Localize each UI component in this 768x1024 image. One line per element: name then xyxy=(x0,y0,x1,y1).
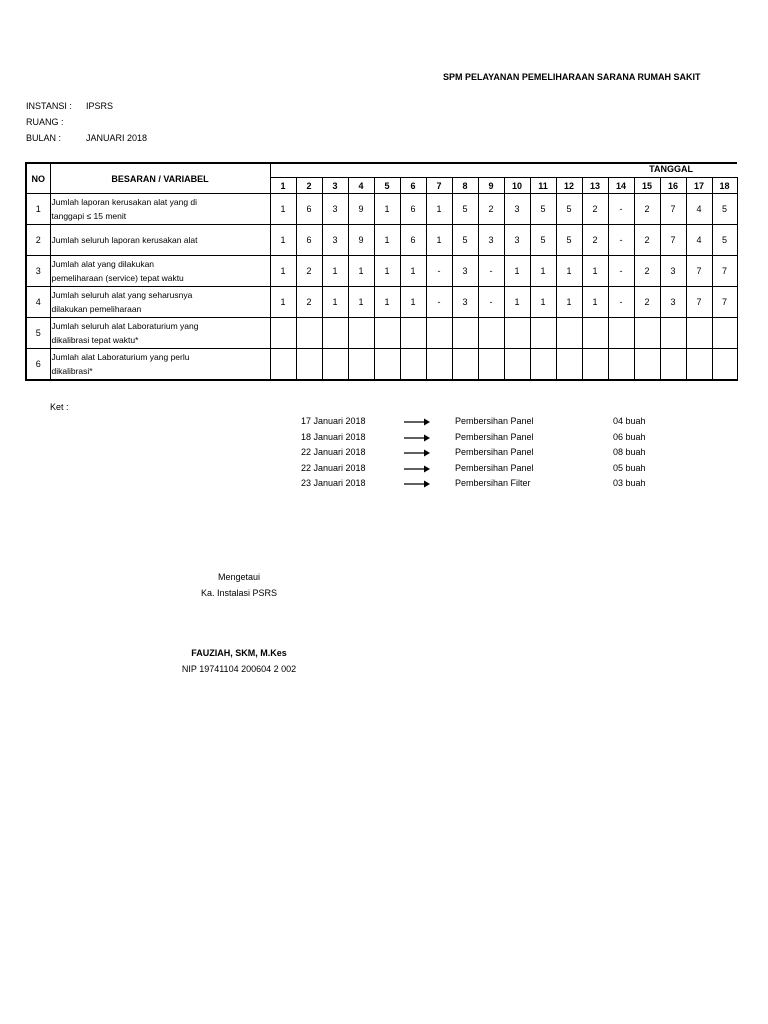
variable-line: Jumlah alat Laboraturium yang perlu xyxy=(51,352,190,362)
header-no: NO xyxy=(26,163,50,194)
cell-value xyxy=(270,318,296,349)
note-description: Pembersihan Filter xyxy=(455,478,531,488)
document-title: SPM PELAYANAN PEMELIHARAAN SARANA RUMAH SAKIT xyxy=(443,72,701,82)
cell-value: 5 xyxy=(530,225,556,256)
meta-label-ruang: RUANG : xyxy=(26,117,64,127)
cell-value xyxy=(634,349,660,381)
header-day: 6 xyxy=(400,178,426,194)
cell-value: 1 xyxy=(504,287,530,318)
cell-value xyxy=(478,318,504,349)
table-row xyxy=(26,256,737,287)
cell-value xyxy=(270,349,296,381)
cell-value: 3 xyxy=(452,256,478,287)
cell-value: 1 xyxy=(374,225,400,256)
cell-value: 5 xyxy=(556,225,582,256)
header-day: 14 xyxy=(608,178,634,194)
note-description: Pembersihan Panel xyxy=(455,431,534,442)
note-description: Pembersihan Panel xyxy=(455,462,534,473)
cell-value: 4 xyxy=(686,225,712,256)
cell-value xyxy=(660,349,686,381)
cell-value xyxy=(296,318,322,349)
cell-value xyxy=(582,349,608,381)
cell-value: 9 xyxy=(348,194,374,225)
cell-value xyxy=(686,318,712,349)
note-date: 22 Januari 2018 xyxy=(301,462,366,473)
ket-label: Ket : xyxy=(50,402,69,412)
cell-value: - xyxy=(608,194,634,225)
cell-value: 3 xyxy=(478,225,504,256)
cell-value xyxy=(296,349,322,381)
cell-value: 3 xyxy=(660,287,686,318)
cell-value: 1 xyxy=(270,225,296,256)
cell-value xyxy=(608,318,634,349)
cell-value: 7 xyxy=(686,256,712,287)
cell-value xyxy=(712,349,737,381)
row-variable xyxy=(50,225,270,256)
table-row xyxy=(26,225,737,256)
header-day: 10 xyxy=(504,178,530,194)
cell-value: 3 xyxy=(452,287,478,318)
header-day: 5 xyxy=(374,178,400,194)
cell-value: - xyxy=(426,287,452,318)
note-date: 17 Januari 2018 xyxy=(301,416,366,426)
note-date: 23 Januari 2018 xyxy=(301,478,366,488)
cell-value: 2 xyxy=(634,256,660,287)
cell-value xyxy=(426,318,452,349)
header-day: 4 xyxy=(348,178,374,194)
row-number: 2 xyxy=(26,225,50,256)
header-day: 12 xyxy=(556,178,582,194)
header-day: 3 xyxy=(322,178,348,194)
note-date: 18 Januari 2018 xyxy=(301,431,366,442)
header-tanggal: TANGGAL xyxy=(270,163,737,178)
cell-value: 7 xyxy=(686,287,712,318)
cell-value xyxy=(374,318,400,349)
cell-value xyxy=(530,318,556,349)
right-arrow-icon xyxy=(404,418,430,428)
cell-value: 9 xyxy=(348,225,374,256)
cell-value xyxy=(400,318,426,349)
header-day: 1 xyxy=(270,178,296,194)
meta-label-bulan: BULAN : xyxy=(26,133,62,143)
table-row xyxy=(26,318,737,349)
cell-value xyxy=(400,349,426,381)
cell-value: 1 xyxy=(270,287,296,318)
cell-value: 1 xyxy=(556,256,582,287)
cell-value: - xyxy=(426,256,452,287)
right-arrow-icon xyxy=(404,449,430,459)
cell-value: 3 xyxy=(660,256,686,287)
header-day: 16 xyxy=(660,178,686,194)
header-day: 8 xyxy=(452,178,478,194)
header-day: 2 xyxy=(296,178,322,194)
cell-value xyxy=(556,349,582,381)
table-row xyxy=(26,287,737,318)
cell-value: 1 xyxy=(374,256,400,287)
cell-value: 6 xyxy=(400,225,426,256)
header-day: 7 xyxy=(426,178,452,194)
row-variable xyxy=(50,194,270,225)
variable-line: Jumlah alat yang dilakukan xyxy=(51,259,155,269)
header-day: 13 xyxy=(582,178,608,194)
cell-value xyxy=(348,349,374,381)
cell-value: 1 xyxy=(426,225,452,256)
cell-value: 1 xyxy=(582,287,608,318)
meta-value-instansi: IPSRS xyxy=(86,101,114,111)
cell-value: 1 xyxy=(582,256,608,287)
note-quantity: 03 buah xyxy=(613,478,646,488)
note-quantity: 06 buah xyxy=(613,431,646,442)
signature-nip: NIP 19741104 200604 2 002 xyxy=(181,664,297,674)
note-description: Pembersihan Panel xyxy=(455,416,534,426)
header-variable: BESARAN / VARIABEL xyxy=(50,163,270,194)
cell-value xyxy=(426,349,452,381)
variable-line: Jumlah seluruh laporan kerusakan alat xyxy=(51,235,198,245)
variable-line: Jumlah laporan kerusakan alat yang di xyxy=(51,197,198,207)
cell-value: 1 xyxy=(374,287,400,318)
row-variable xyxy=(50,287,270,318)
row-number: 1 xyxy=(26,194,50,225)
cell-value: 7 xyxy=(712,287,737,318)
header-day: 11 xyxy=(530,178,556,194)
cell-value: - xyxy=(608,225,634,256)
variable-line: Jumlah seluruh alat yang seharusnya xyxy=(51,290,193,300)
row-number: 5 xyxy=(26,318,50,349)
variable-line: dilakukan pemeliharaan xyxy=(51,304,142,314)
table-row xyxy=(26,349,737,381)
cell-value xyxy=(452,349,478,381)
cell-value: 1 xyxy=(270,256,296,287)
signature-line2: Ka. Instalasi PSRS xyxy=(200,588,278,598)
cell-value: - xyxy=(478,256,504,287)
variable-line: pemeliharaan (service) tepat waktu xyxy=(51,273,184,283)
right-arrow-icon xyxy=(404,434,430,444)
cell-value xyxy=(504,349,530,381)
cell-value xyxy=(322,318,348,349)
cell-value xyxy=(556,318,582,349)
cell-value: 6 xyxy=(296,225,322,256)
header-day: 17 xyxy=(686,178,712,194)
cell-value xyxy=(530,349,556,381)
meta-label-instansi: INSTANSI : xyxy=(26,101,72,111)
variable-line: dikalibrasi tepat waktu* xyxy=(51,335,139,345)
cell-value xyxy=(452,318,478,349)
cell-value: 1 xyxy=(556,287,582,318)
cell-value: 1 xyxy=(348,256,374,287)
cell-value: 3 xyxy=(504,194,530,225)
cell-value: 6 xyxy=(400,194,426,225)
cell-value xyxy=(504,318,530,349)
cell-value: - xyxy=(608,287,634,318)
cell-value: 1 xyxy=(504,256,530,287)
variable-line: Jumlah seluruh alat Laboraturium yang xyxy=(51,321,199,331)
cell-value: 7 xyxy=(660,194,686,225)
cell-value: 5 xyxy=(530,194,556,225)
cell-value: 2 xyxy=(634,194,660,225)
cell-value xyxy=(660,318,686,349)
cell-value: 5 xyxy=(452,194,478,225)
variable-line: dikalibrasi* xyxy=(51,366,93,376)
note-quantity: 05 buah xyxy=(613,462,646,473)
note-quantity: 08 buah xyxy=(613,447,646,457)
right-arrow-icon xyxy=(404,465,430,475)
cell-value xyxy=(322,349,348,381)
header-day: 9 xyxy=(478,178,504,194)
cell-value: 1 xyxy=(322,256,348,287)
cell-value xyxy=(374,349,400,381)
cell-value: 1 xyxy=(270,194,296,225)
cell-value: 5 xyxy=(712,194,737,225)
cell-value: 4 xyxy=(686,194,712,225)
cell-value: 7 xyxy=(660,225,686,256)
row-number: 6 xyxy=(26,349,50,381)
cell-value: 1 xyxy=(426,194,452,225)
cell-value xyxy=(348,318,374,349)
cell-value: 1 xyxy=(348,287,374,318)
cell-value: 1 xyxy=(530,256,556,287)
note-quantity: 04 buah xyxy=(613,416,646,426)
cell-value xyxy=(478,349,504,381)
header-day: 18 xyxy=(712,178,737,194)
cell-value: 6 xyxy=(296,194,322,225)
cell-value xyxy=(686,349,712,381)
cell-value: 2 xyxy=(582,194,608,225)
cell-value: 1 xyxy=(322,287,348,318)
cell-value: 2 xyxy=(582,225,608,256)
right-arrow-icon xyxy=(404,480,430,490)
cell-value: 3 xyxy=(504,225,530,256)
cell-value: - xyxy=(608,256,634,287)
cell-value: 5 xyxy=(712,225,737,256)
signature-name: FAUZIAH, SKM, M.Kes xyxy=(191,648,287,658)
meta-value-bulan: JANUARI 2018 xyxy=(86,133,148,143)
row-variable xyxy=(50,318,270,349)
cell-value: 7 xyxy=(712,256,737,287)
row-variable xyxy=(50,256,270,287)
cell-value: 5 xyxy=(556,194,582,225)
cell-value: 1 xyxy=(400,256,426,287)
cell-value xyxy=(634,318,660,349)
cell-value: - xyxy=(478,287,504,318)
cell-value: 2 xyxy=(296,287,322,318)
cell-value: 3 xyxy=(322,194,348,225)
cell-value: 1 xyxy=(374,194,400,225)
cell-value: 1 xyxy=(530,287,556,318)
note-description: Pembersihan Panel xyxy=(455,447,534,457)
variable-line: tanggapi ≤ 15 menit xyxy=(51,211,127,221)
note-date: 22 Januari 2018 xyxy=(301,447,366,457)
header-day: 15 xyxy=(634,178,660,194)
cell-value: 2 xyxy=(634,225,660,256)
row-number: 4 xyxy=(26,287,50,318)
row-variable xyxy=(50,349,270,381)
cell-value: 2 xyxy=(634,287,660,318)
table-row xyxy=(26,194,737,225)
cell-value: 1 xyxy=(400,287,426,318)
cell-value: 2 xyxy=(296,256,322,287)
cell-value xyxy=(712,318,737,349)
row-number: 3 xyxy=(26,256,50,287)
cell-value: 5 xyxy=(452,225,478,256)
cell-value: 3 xyxy=(322,225,348,256)
spm-table xyxy=(25,162,738,381)
cell-value xyxy=(608,349,634,381)
cell-value: 2 xyxy=(478,194,504,225)
cell-value xyxy=(582,318,608,349)
signature-line1: Mengetaui xyxy=(217,572,261,582)
